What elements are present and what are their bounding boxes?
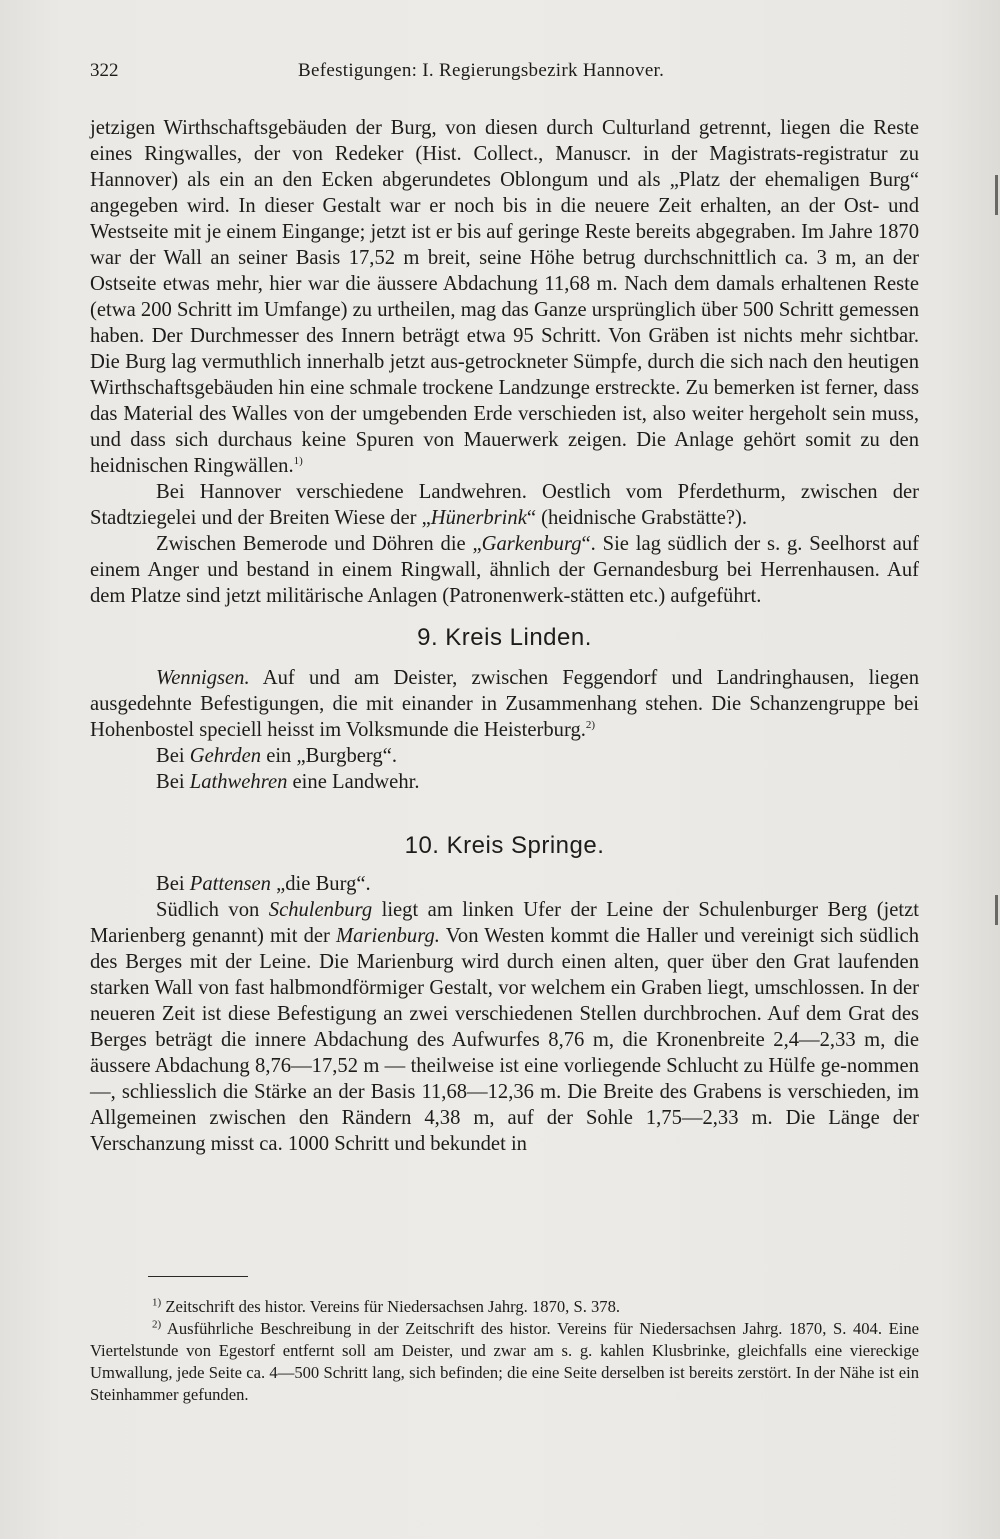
- footnote-2-text: Ausführliche Beschreibung in der Zeitschrift des histor. Vereins für Niedersachsen Jahrg. 1870, S. 404. Eine Viertelstunde von Egestorf entfernt soll am Deister, und zwar am s. g. kahlen Klusbrinke, gleichfalls eine viereckige Umwallung, jede Seite ca. 4—500 Schritt lang, sich befinden; die eine Seite derselben ist bereits zerstört. In der Nähe ist ein Steinhammer gefunden.: [90, 1319, 919, 1404]
- footnote-marker-1: 1): [152, 1296, 162, 1309]
- footnote-ref-2: 2): [585, 719, 596, 732]
- footnote-separator: [148, 1276, 248, 1277]
- page-header: [90, 60, 910, 90]
- paragraph-gehrden: [90, 743, 919, 769]
- place-gehrden: Gehrden: [189, 745, 262, 767]
- lathwehren-rest: eine Landwehr.: [287, 771, 420, 793]
- scan-edge-mark: [995, 175, 998, 215]
- schulenburg-prefix: Südlich von: [156, 899, 269, 921]
- pattensen-prefix: Bei: [156, 873, 190, 895]
- paragraph-landwehren-text: Bei Hannover verschiedene Landwehren. Oestlich vom Pferdethurm, zwischen der Stadtziegelei und der Breiten Wiese der: [90, 481, 919, 529]
- pattensen-rest: „die Burg“.: [270, 873, 371, 895]
- paragraph-ringwall: [90, 115, 919, 479]
- schulenburg-mid: liegt am linken Ufer der Leine der Schulenburger Berg (jetzt Marienberg genannt) mit der: [90, 899, 919, 947]
- place-wennigsen: Wennigsen.: [156, 667, 250, 689]
- place-pattensen: Pattensen: [189, 873, 271, 895]
- paragraph-garkenburg-text: Zwischen Bemerode und Döhren die: [156, 533, 466, 555]
- paragraph-wennigsen: [90, 665, 919, 743]
- place-huenerbrink: Hünerbrink: [430, 507, 527, 529]
- open-quote: „: [472, 533, 482, 555]
- footnote-2: [90, 1318, 919, 1406]
- section-heading-springe: 10. Kreis Springe.: [404, 832, 605, 859]
- footnote-1: [90, 1296, 919, 1318]
- footnote-ref-1: 1): [293, 455, 303, 468]
- gehrden-prefix: Bei: [156, 745, 190, 767]
- paragraph-landwehren: [90, 479, 919, 531]
- place-garkenburg: Garkenburg: [481, 533, 582, 555]
- paragraph-marienburg: [90, 897, 919, 1157]
- paragraph-ringwall-text: jetzigen Wirthschaftsgebäuden der Burg, von diesen durch Culturland getrennt, liegen die Reste eines Ringwalles, der von Redeker (Hist. Collect., Manuscr. in der Magistrats-registratur zu Hannover) als ein an den Ecken abgerundetes Oblongum und als „Platz der ehemaligen Burg“ angegeben wird. In dieser Gestalt war er noch bis in die neuere Zeit erhalten, an der Ost- und Westseite mit je einem Eingange; jetzt ist er bis auf geringe Reste bereits abgegraben. Im Jahre 1870 war der Wall an seiner Basis 17,52 m breit, seine Höhe betrug durchschnittlich ca. 3 m, an der Ostseite etwas mehr, hier war die äussere Abdachung 11,68 m. Nach dem damals erhaltenen Reste (etwa 200 Schritt im Umfange) zu urtheilen, mag das Ganze ursprünglich über 500 Schritt gemessen haben. Der Durchmesser des Innern beträgt etwa 95 Schritt. Von Gräben ist nichts mehr sichtbar. Die Burg lag vermuthlich innerhalb jetzt aus-getrockneter Sümpfe, durch die sich nach den heutigen Wirthschaftsgebäuden hin eine schmale trockene Landzunge erstreckte. Zu bemerken ist ferner, dass das Material des Walles von der umgebenden Erde verschieden ist, also weiter hergeholt sein muss, und dass sich durchaus keine Spuren von Mauerwerk zeigen. Die Anlage gehört somit zu den heidnischen Ringwällen.: [90, 117, 919, 477]
- lathwehren-prefix: Bei: [156, 771, 190, 793]
- footnote-marker-2: 2): [152, 1318, 162, 1331]
- paragraph-pattensen: [90, 871, 919, 897]
- scan-edge-mark: [995, 895, 998, 925]
- paragraph-lathwehren: [90, 769, 919, 795]
- page-number: 322: [90, 60, 119, 81]
- open-quote: „: [421, 507, 431, 529]
- footnote-1-text: Zeitschrift des histor. Vereins für Niedersachsen Jahrg. 1870, S. 378.: [161, 1297, 621, 1316]
- marienburg-rest: Von Westen kommt die Haller und vereinigt sich südlich des Berges mit der Leine. Die Marienburg wird durch einen alten, quer über den Grat laufenden starken Wall von fast halbmondförmiger Gestalt, vor welchem ein Graben liegt, umschlossen. In der neueren Zeit ist diese Befestigung an zwei verschiedenen Stellen durchbrochen. Auf dem Grat des Berges beträgt die innere Abdachung des Aufwurfes 8,76 m, die Kronenbreite 2,4—2,33 m, die äussere Abdachung 8,76—17,52 m — theilweise ist eine vorliegende Schlucht zu Hülfe ge-nommen —, schliesslich die Stärke an der Basis 11,68—12,36 m. Die Breite des Grabens is verschieden, im Allgemeinen zwischen den Rändern 4,38 m, auf der Sohle 1,75—2,33 m. Die Länge der Verschanzung misst ca. 1000 Schritt und bekundet in: [90, 925, 919, 1155]
- place-marienburg: Marienburg.: [336, 925, 440, 947]
- gehrden-rest: ein „Burgberg“.: [261, 745, 397, 767]
- running-title: Befestigungen: I. Regierungsbezirk Hannover.: [298, 60, 665, 81]
- section-heading-linden: 9. Kreis Linden.: [417, 624, 592, 651]
- place-lathwehren: Lathwehren: [189, 771, 288, 793]
- paragraph-wennigsen-text: Auf und am Deister, zwischen Feggendorf und Landringhausen, liegen ausgedehnte Befestigungen, die mit einander in Zusammenhang stehen. Die Schanzengruppe bei Hohenbostel speciell heisst im Volksmunde die Heisterburg.: [90, 667, 919, 741]
- main-text: [90, 115, 919, 1157]
- paragraph-garkenburg-rest: “. Sie lag südlich der s. g. Seelhorst auf einem Anger und bestand in einem Ringwall, ähnlich der Gernandesburg bei Herrenhausen. Auf dem Platze sind jetzt militärische Anlagen (Patronenwerk-stätten etc.) aufgeführt.: [90, 533, 919, 607]
- place-schulenburg: Schulenburg: [268, 899, 373, 921]
- footnotes: [90, 1296, 919, 1406]
- paragraph-landwehren-rest: “ (heidnische Grabstätte?).: [526, 507, 747, 529]
- paragraph-garkenburg: [90, 531, 919, 609]
